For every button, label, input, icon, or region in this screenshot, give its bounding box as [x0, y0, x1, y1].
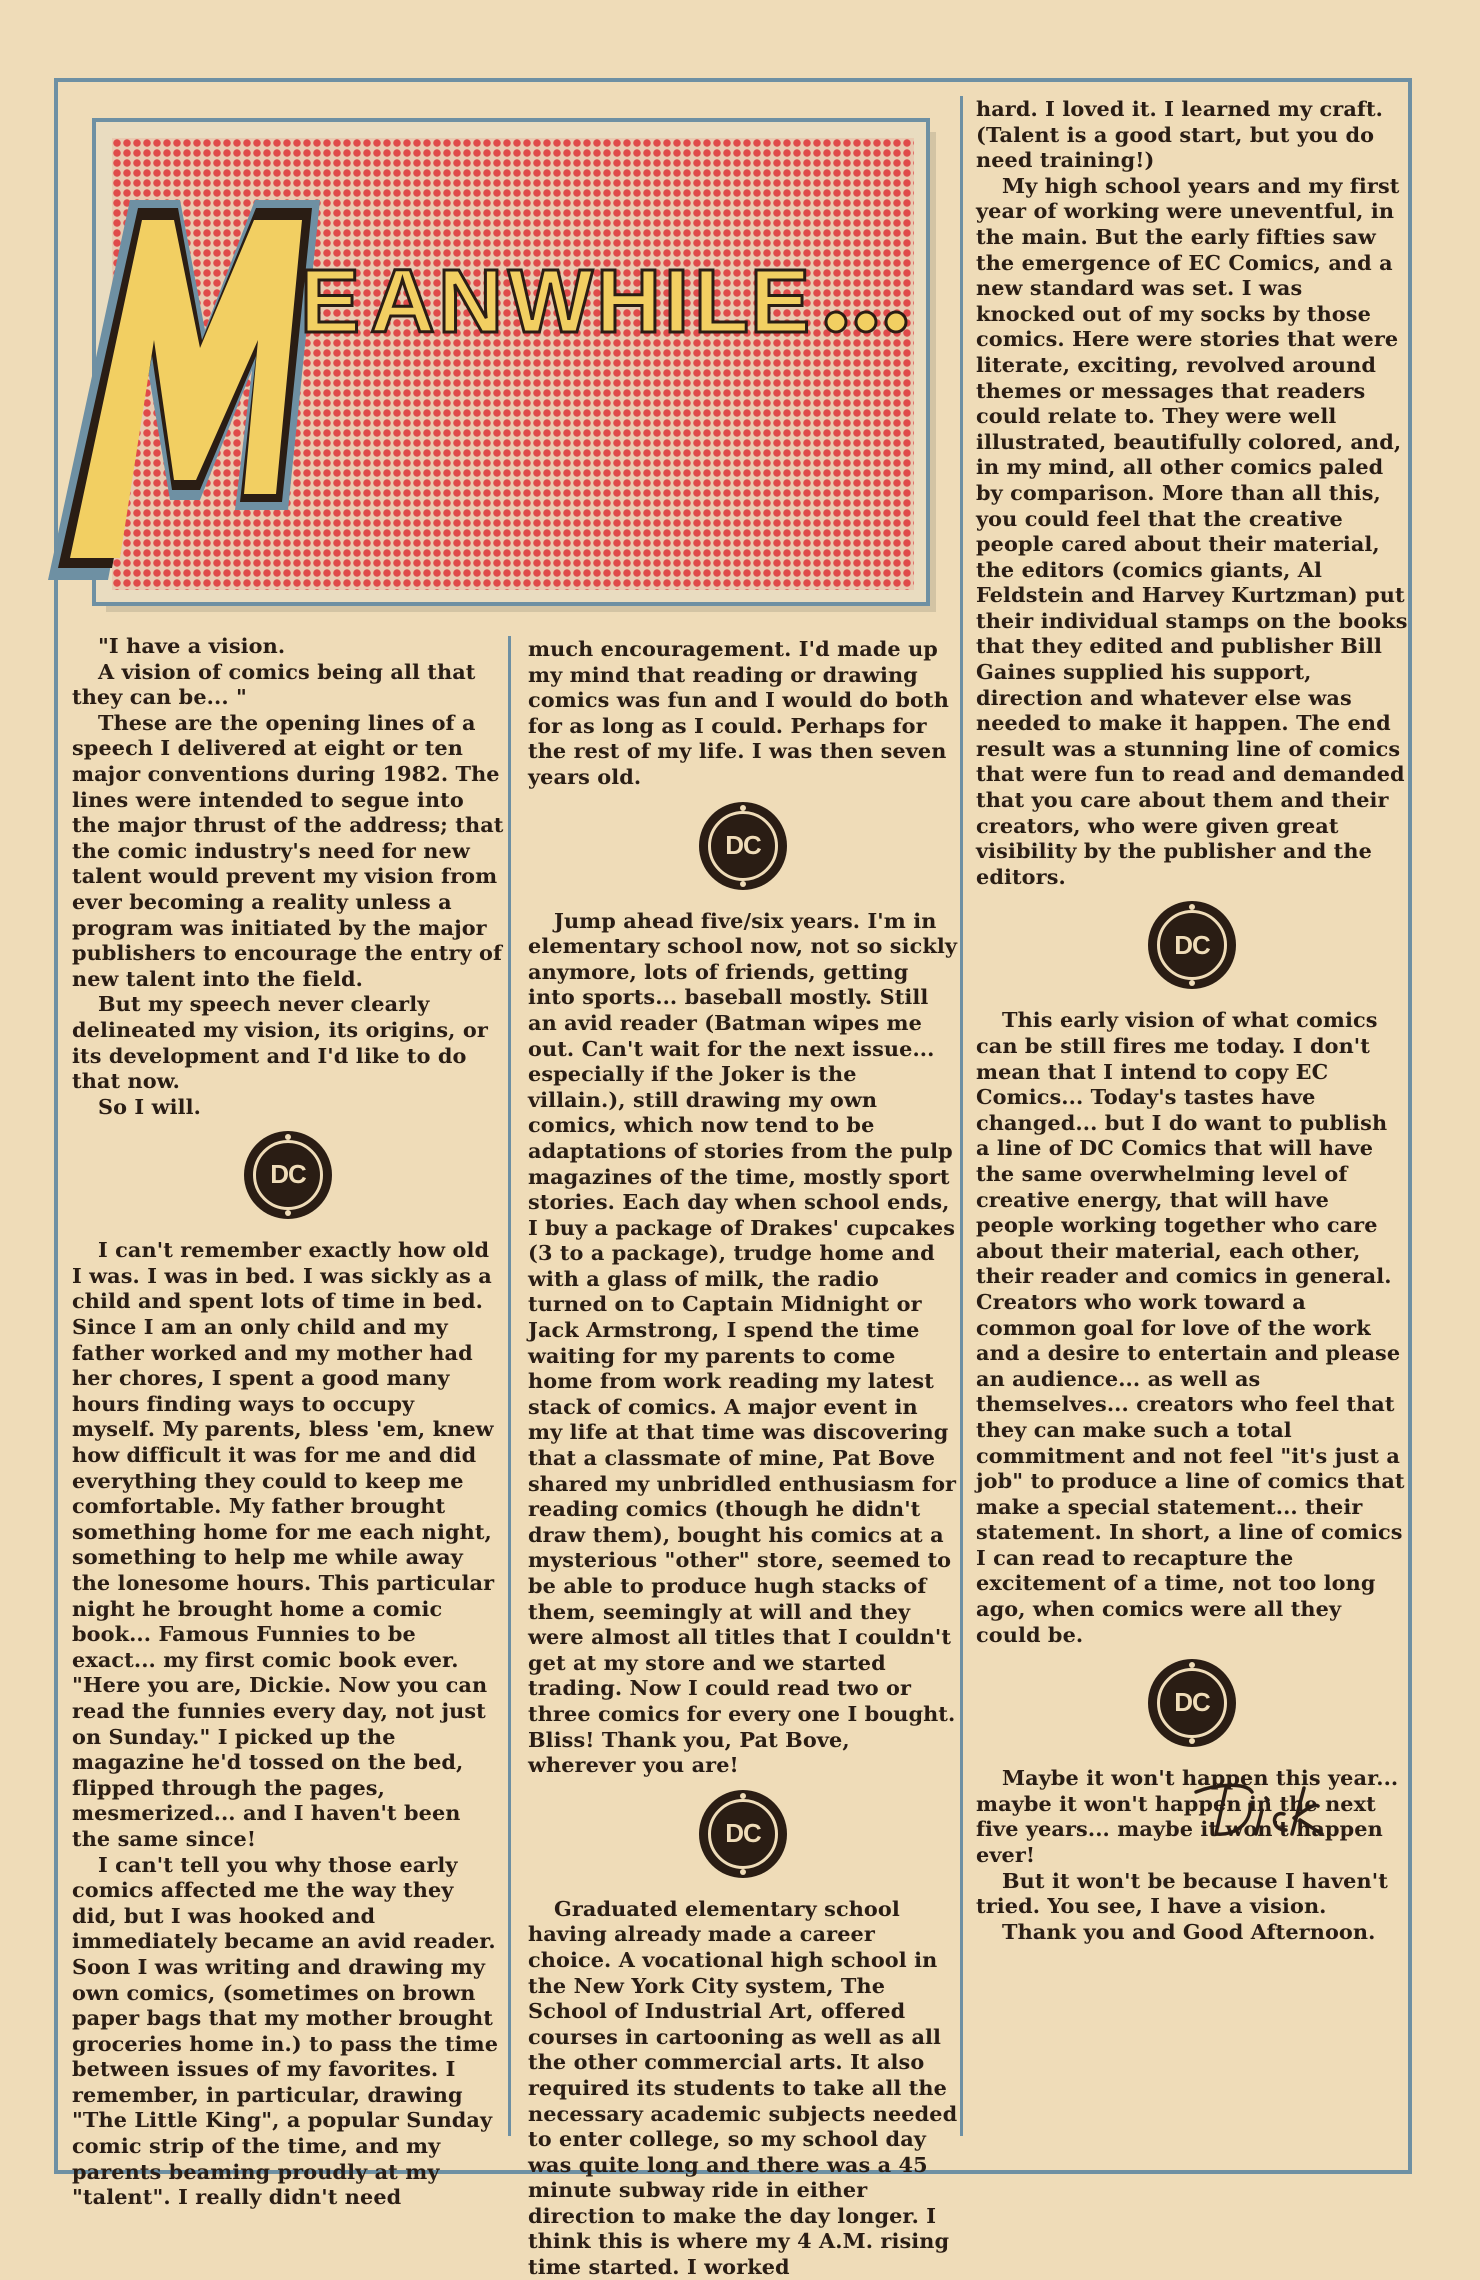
signature-dick — [1186, 1770, 1376, 1850]
dc-logo-text: DC — [1174, 1687, 1210, 1718]
article-column-1 — [72, 633, 504, 2210]
column-divider-2 — [960, 96, 963, 2136]
dc-logo-text: DC — [270, 1159, 306, 1190]
dc-logo-icon — [699, 802, 787, 890]
col3-paragraph: My high school years and my first year of working were uneventful, in the main. But the early fifties saw the emergence of EC Comics, and a new standard was set. I was knocked out of my socks by those comics. Here were stories that were literate, exciting, revolved around themes or messages that readers could relate to. They were well illustrated, beautifully colored, and, in my mind, all other comics paled by comparison. More than all this, you could feel that the creative people cared about their material, the editors (comics giants, Al Feldstein and Harvey Kurtzman) put their individual stamps on the books that they edited and publisher Bill Gaines supplied his support, direction and whatever else was needed to make it happen. The end result was a stunning line of comics that were fun to read and demanded that you care about them and their creators, who were given great visibility by the publisher and the editors. — [976, 172, 1408, 889]
title-letter-l: L — [694, 252, 749, 352]
col2-paragraph: Graduated elementary school having already made a career choice. A vocational high school in the New York City system, The School of Industrial Art, offered courses in cartooning as well as all the other commercial arts. It also required its students to take all the necessary academic subjects needed to enter college, so my school day was quite long and there was a 45 minute subway ride in either direction to make the day longer. I think this is where my 4 A.M. rising time started. I worked — [528, 1895, 958, 2280]
dc-logo-text: DC — [1174, 929, 1210, 960]
col3-paragraph: Thank you and Good Afternoon. — [1002, 1918, 1376, 1944]
title-letter-a: A — [370, 252, 435, 352]
dc-bullet-separator — [976, 1659, 1408, 1747]
col1-paragraph: A vision of comics being all that they can be... " — [72, 658, 476, 710]
dc-bullet-separator — [528, 802, 958, 890]
col1-paragraph: But my speech never clearly delineated my vision, its origins, or its development and I'd like to do that now. — [72, 991, 488, 1094]
col1-paragraph: I can't remember exactly how old I was. I was in bed. I was sickly as a child and spent lots of time in bed. Since I am an only child and my father worked and my mother had her chores, I spent a good many hours finding ways to occupy myself. My parents, bless 'em, knew how difficult it was for me and did everything they could to keep me comfortable. My father brought something home for me each night, something to help me while away the lonesome hours. This particular night he brought home a comic book... Famous Funnies to be exact... my first comic book ever. "Here you are, Dickie. Now you can read the funnies every day, not just on Sunday." I picked up the magazine he'd tossed on the bed, flipped through the pages, mesmerized... and I haven't been the same since! — [72, 1237, 495, 1851]
meanwhile-title-logo — [30, 180, 970, 600]
article-column-2 — [528, 636, 958, 2280]
article-column-3 — [976, 96, 1408, 1944]
col1-paragraph: These are the opening lines of a speech I delivered at eight or ten major conventions during 1982. The lines were intended to segue into the major thrust of the address; that the comic industry's need for new talent would prevent my vision from ever becoming a reality unless a program was initiated by the major publishers to encourage the entry of new talent into the field. — [72, 709, 504, 991]
dc-logo-icon — [1148, 901, 1236, 989]
col1-paragraph: So I will. — [98, 1093, 201, 1119]
dc-bullet-separator — [72, 1131, 504, 1219]
title-letter-i: I — [664, 252, 690, 352]
title-letter-h: H — [596, 252, 661, 352]
dc-logo-icon — [1148, 1659, 1236, 1747]
col3-paragraph: But it won't be because I haven't tried. You see, I have a vision. — [976, 1867, 1388, 1919]
title-letter-n: N — [438, 252, 503, 352]
col2-paragraph: Jump ahead five/six years. I'm in elementary school now, not so sickly anymore, lots of friends, getting into sports... baseball mostly. Still an avid reader (Batman wipes me out. Can't wait for the next issue... especially if the Joker is the villain.), still drawing my own comics, which now tend to be adaptations of stories from the pulp magazines of the time, mostly sport stories. Each day when school ends, I buy a package of Drakes' cupcakes (3 to a package), trudge home and with a glass of milk, the radio turned on to Captain Midnight or Jack Armstrong, I spend the time waiting for my parents to come home from work reading my latest stack of comics. A major event in my life at that time was discovering that a classmate of mine, Pat Bove shared my unbridled enthusiasm for reading comics (though he didn't draw them), bought his comics at a mysterious "other" store, seemed to be able to produce hugh stacks of them, seemingly at will and they were almost all titles that I couldn't get at my store and we started trading. Now I could read two or three comics for every one I bought. Bliss! Thank you, Pat Bove, wherever you are! — [528, 907, 958, 1778]
col1-paragraph: "I have a vision. — [98, 633, 286, 658]
col1-paragraph: I can't tell you why those early comics affected me the way they did, but I was hooked and immediately became an avid reader. Soon I was writing and drawing my own comics, (sometimes on brown paper bags that my mother brought groceries home in.) to pass the time between issues of my favorites. I remember, in particular, drawing "The Little King", a popular Sunday comic strip of the time, and my parents beaming proudly at my "talent". I really didn't need — [72, 1851, 499, 2210]
dc-bullet-separator — [528, 1790, 958, 1878]
title-letters — [300, 252, 906, 352]
dc-logo-icon — [699, 1790, 787, 1878]
col3-paragraph: This early vision of what comics can be still fires me today. I don't mean that I intend to copy EC Comics... Today's tastes have changed... but I do want to publish a line of DC Comics that will have the same overwhelming level of creative energy, that will have people working together who care about their material, each other, their reader and comics in general. Creators who work toward a common goal for love of the work and a desire to entertain and please an audience... as well as themselves... creators who feel that they can make such a total commitment and not feel "it's just a job" to produce a line of comics that make a special statement... their statement. In short, a line of comics I can read to recapture the excitement of a time, not too long ago, when comics were all they could be. — [976, 1007, 1405, 1647]
col3-paragraph: Maybe it won't happen this year... maybe it won't happen in the next five years... maybe it won't happen ever! — [976, 1765, 1399, 1868]
title-big-m — [48, 200, 320, 580]
dc-logo-text: DC — [725, 829, 761, 860]
col2-paragraph: much encouragement. I'd made up my mind that reading or drawing comics was fun and I would do both for as long as I could. Perhaps for the rest of my life. I was then seven years old. — [528, 636, 949, 789]
title-letter-e2: E — [750, 252, 811, 352]
dc-logo-text: DC — [725, 1817, 761, 1848]
title-letter-e: E — [300, 252, 361, 352]
dc-bullet-separator — [976, 901, 1408, 989]
dc-logo-icon — [244, 1131, 332, 1219]
column-divider-1 — [508, 636, 511, 2136]
title-letter-w: W — [508, 252, 593, 352]
col3-paragraph: hard. I loved it. I learned my craft. (Talent is a good start, but you do need training!) — [976, 96, 1383, 173]
